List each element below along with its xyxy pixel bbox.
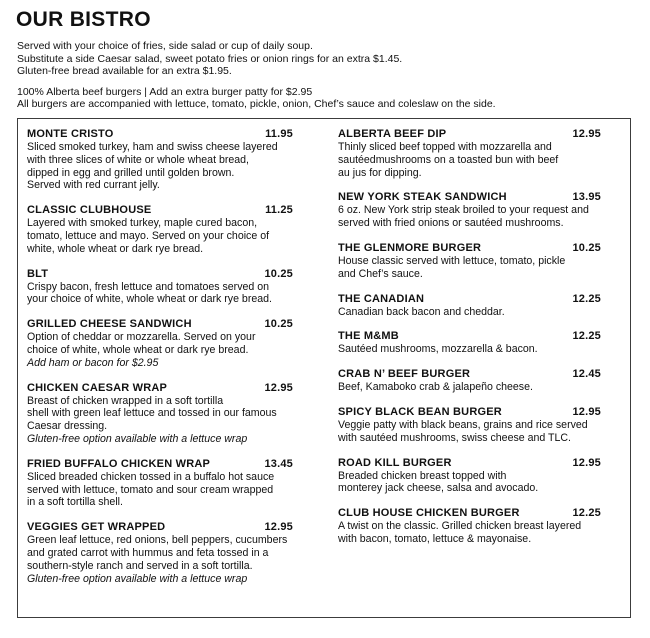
menu-item-header (338, 507, 601, 520)
menu-item-description: and Chef’s sauce. (338, 267, 423, 280)
menu-item-name: ALBERTA BEEF DIP (338, 128, 447, 140)
menu-item-description: 6 oz. New York strip steak broiled to your request and (338, 204, 589, 217)
menu-item-description: Layered with smoked turkey, maple cured bacon, (27, 217, 258, 230)
menu-item (27, 128, 293, 192)
menu-item-note: Gluten-free option available with a lettuce wrap (27, 432, 248, 445)
menu-item (338, 368, 601, 394)
menu-column-left (27, 128, 293, 597)
menu-item-price: 12.95 (572, 456, 601, 469)
menu-item-price: 12.25 (572, 507, 601, 520)
menu-item-name: SPICY BLACK BEAN BURGER (338, 405, 502, 418)
menu-item-price: 11.25 (265, 204, 293, 217)
menu-item-description: Breaded chicken breast topped with (338, 469, 507, 482)
menu-item-name: THE M&MB (338, 330, 399, 343)
menu-item-description: southern-style ranch and served in a soft tortilla. (27, 559, 253, 572)
menu-item-price: 13.45 (264, 457, 293, 470)
menu-item (338, 330, 601, 356)
menu-item-description: dipped in egg and grilled until golden brown. (27, 166, 235, 179)
menu-item-name: CRAB N’ BEEF BURGER (338, 368, 471, 381)
menu-item-header (338, 128, 601, 141)
menu-item-name: BLT (27, 267, 49, 280)
menu-item-description: Thinly sliced beef topped with mozzarella and (338, 141, 552, 153)
menu-item (27, 521, 293, 585)
menu-item-description: shell with green leaf lettuce and tossed in our famous (27, 407, 277, 420)
menu-item (27, 268, 293, 307)
menu-item-name: GRILLED CHEESE SANDWICH (27, 318, 192, 331)
menu-item-header (338, 368, 601, 381)
menu-item-price: 12.95 (572, 405, 601, 418)
menu-item-description: Caesar dressing. (27, 420, 108, 433)
burger-info-line: All burgers are accompanied with lettuce, tomato, pickle, onion, Chef’s sauce and coleslaw on the side. (17, 98, 496, 110)
menu-item-header (338, 242, 601, 255)
menu-item-header (338, 191, 601, 204)
menu-item-header (338, 457, 601, 470)
menu-item-description: Crispy bacon, fresh lettuce and tomatoes served on (27, 280, 270, 293)
menu-item-description: Breast of chicken wrapped in a soft tortilla (27, 394, 224, 407)
menu-item (27, 204, 293, 255)
menu-item-description: Served with red currant jelly. (27, 179, 160, 192)
intro-line: Served with your choice of fries, side salad or cup of daily soup. (17, 40, 313, 52)
menu-item-description: au jus for dipping. (338, 166, 422, 179)
menu-item-header (27, 458, 293, 471)
menu-item-price: 10.25 (572, 241, 601, 254)
menu-item-description: Canadian back bacon and cheddar. (338, 305, 505, 318)
menu-item (338, 128, 601, 179)
menu-item-name: CHICKEN CAESAR WRAP (27, 381, 168, 394)
menu-item-note: Gluten-free option available with a lettuce wrap (27, 572, 248, 585)
menu-item-header (338, 330, 601, 343)
menu-item-description: served with fried onions or sautéed mushrooms. (338, 217, 564, 230)
menu-item (338, 457, 601, 496)
menu-item-name: VEGGIES GET WRAPPED (27, 521, 166, 534)
menu-column-right (338, 128, 601, 558)
menu-item-description: Veggie patty with black beans, grains and rice served (338, 418, 588, 431)
menu-item-description: A twist on the classic. Grilled chicken breast layered (338, 520, 582, 533)
menu-item-description: with sautéed mushrooms, swiss cheese and TLC. (338, 431, 571, 444)
menu-item (338, 242, 601, 281)
menu-item-description: Green leaf lettuce, red onions, bell peppers, cucumbers (27, 534, 288, 547)
menu-item-description: House classic served with lettuce, tomato, pickle (338, 254, 566, 267)
menu-item-description: Sautéed mushrooms, mozzarella & bacon. (338, 343, 538, 356)
menu-item-price: 12.25 (572, 292, 601, 305)
intro-line: Gluten-free bread available for an extra $1.95. (17, 65, 232, 77)
menu-item-header (27, 521, 293, 534)
menu-item-price: 10.25 (264, 318, 293, 331)
menu-item-note: Add ham or bacon for $2.95 (27, 356, 159, 369)
menu-item-price: 12.95 (264, 521, 293, 534)
intro-line: Substitute a side Caesar salad, sweet potato fries or onion rings for an extra $1.45. (17, 52, 403, 65)
menu-item-description: your choice of white, whole wheat or dark rye bread. (27, 293, 272, 306)
menu-item-header (338, 406, 601, 419)
burger-info-line: 100% Alberta beef burgers | Add an extra burger patty for $2.95 (17, 85, 313, 98)
page-title: OUR BISTRO (16, 8, 151, 31)
menu-item-header (27, 268, 293, 281)
menu-item-description: white, whole wheat or dark rye bread. (27, 242, 204, 255)
menu-item-description: with bacon, tomato, lettuce & mayonaise. (338, 532, 532, 545)
menu-item-name: ROAD KILL BURGER (338, 456, 452, 469)
menu-item-description: choice of white, whole wheat or dark rye bread. (27, 343, 249, 356)
menu-item-description: monterey jack cheese, salsa and avocado. (338, 482, 539, 495)
menu-item-description: in a soft tortilla shell. (27, 496, 123, 509)
menu-item-description: Sliced breaded chicken tossed in a buffalo hot sauce (27, 470, 275, 483)
menu-item-header (27, 128, 293, 141)
menu-box (17, 118, 631, 618)
menu-item-price: 13.95 (572, 191, 601, 204)
intro-text (17, 40, 496, 111)
menu-item-description: Sliced smoked turkey, ham and swiss cheese layered (27, 141, 278, 153)
menu-item-price: 12.45 (572, 368, 601, 381)
menu-item-price: 11.95 (265, 128, 293, 140)
menu-item-description: with three slices of white or whole wheat bread, (27, 153, 249, 166)
menu-item-description: Option of cheddar or mozzarella. Served on your (27, 331, 256, 344)
menu-item-description: tomato, lettuce and mayo. Served on your choice of (27, 229, 270, 242)
menu-item-header (27, 382, 293, 395)
menu-item-price: 12.25 (572, 330, 601, 343)
menu-item (27, 458, 293, 509)
menu-item-header (27, 318, 293, 331)
menu-item (338, 191, 601, 230)
menu-item-name: CLASSIC CLUBHOUSE (27, 204, 152, 217)
menu-item-description: and grated carrot with hummus and feta tossed in a (27, 546, 269, 559)
menu-item-name: MONTE CRISTO (27, 128, 114, 140)
menu-item-price: 10.25 (264, 267, 293, 280)
menu-item-name: CLUB HOUSE CHICKEN BURGER (338, 507, 520, 520)
menu-item (27, 318, 293, 369)
menu-item-header (338, 293, 601, 306)
menu-item (338, 406, 601, 445)
menu-item (338, 293, 601, 319)
menu-item-description: served with lettuce, tomato and sour cream wrapped (27, 483, 274, 496)
menu-item-price: 12.95 (572, 128, 601, 140)
menu-item (338, 507, 601, 546)
menu-item (27, 382, 293, 446)
menu-item-name: THE GLENMORE BURGER (338, 241, 482, 254)
menu-item-price: 12.95 (264, 381, 293, 394)
menu-item-name: THE CANADIAN (338, 292, 425, 305)
menu-item-name: FRIED BUFFALO CHICKEN WRAP (27, 457, 211, 470)
menu-item-header (27, 204, 293, 217)
menu-item-description: sautéedmushrooms on a toasted bun with beef (338, 153, 559, 166)
menu-item-name: NEW YORK STEAK SANDWICH (338, 191, 507, 204)
menu-item-description: Beef, Kamaboko crab & jalapeño cheese. (338, 381, 533, 394)
